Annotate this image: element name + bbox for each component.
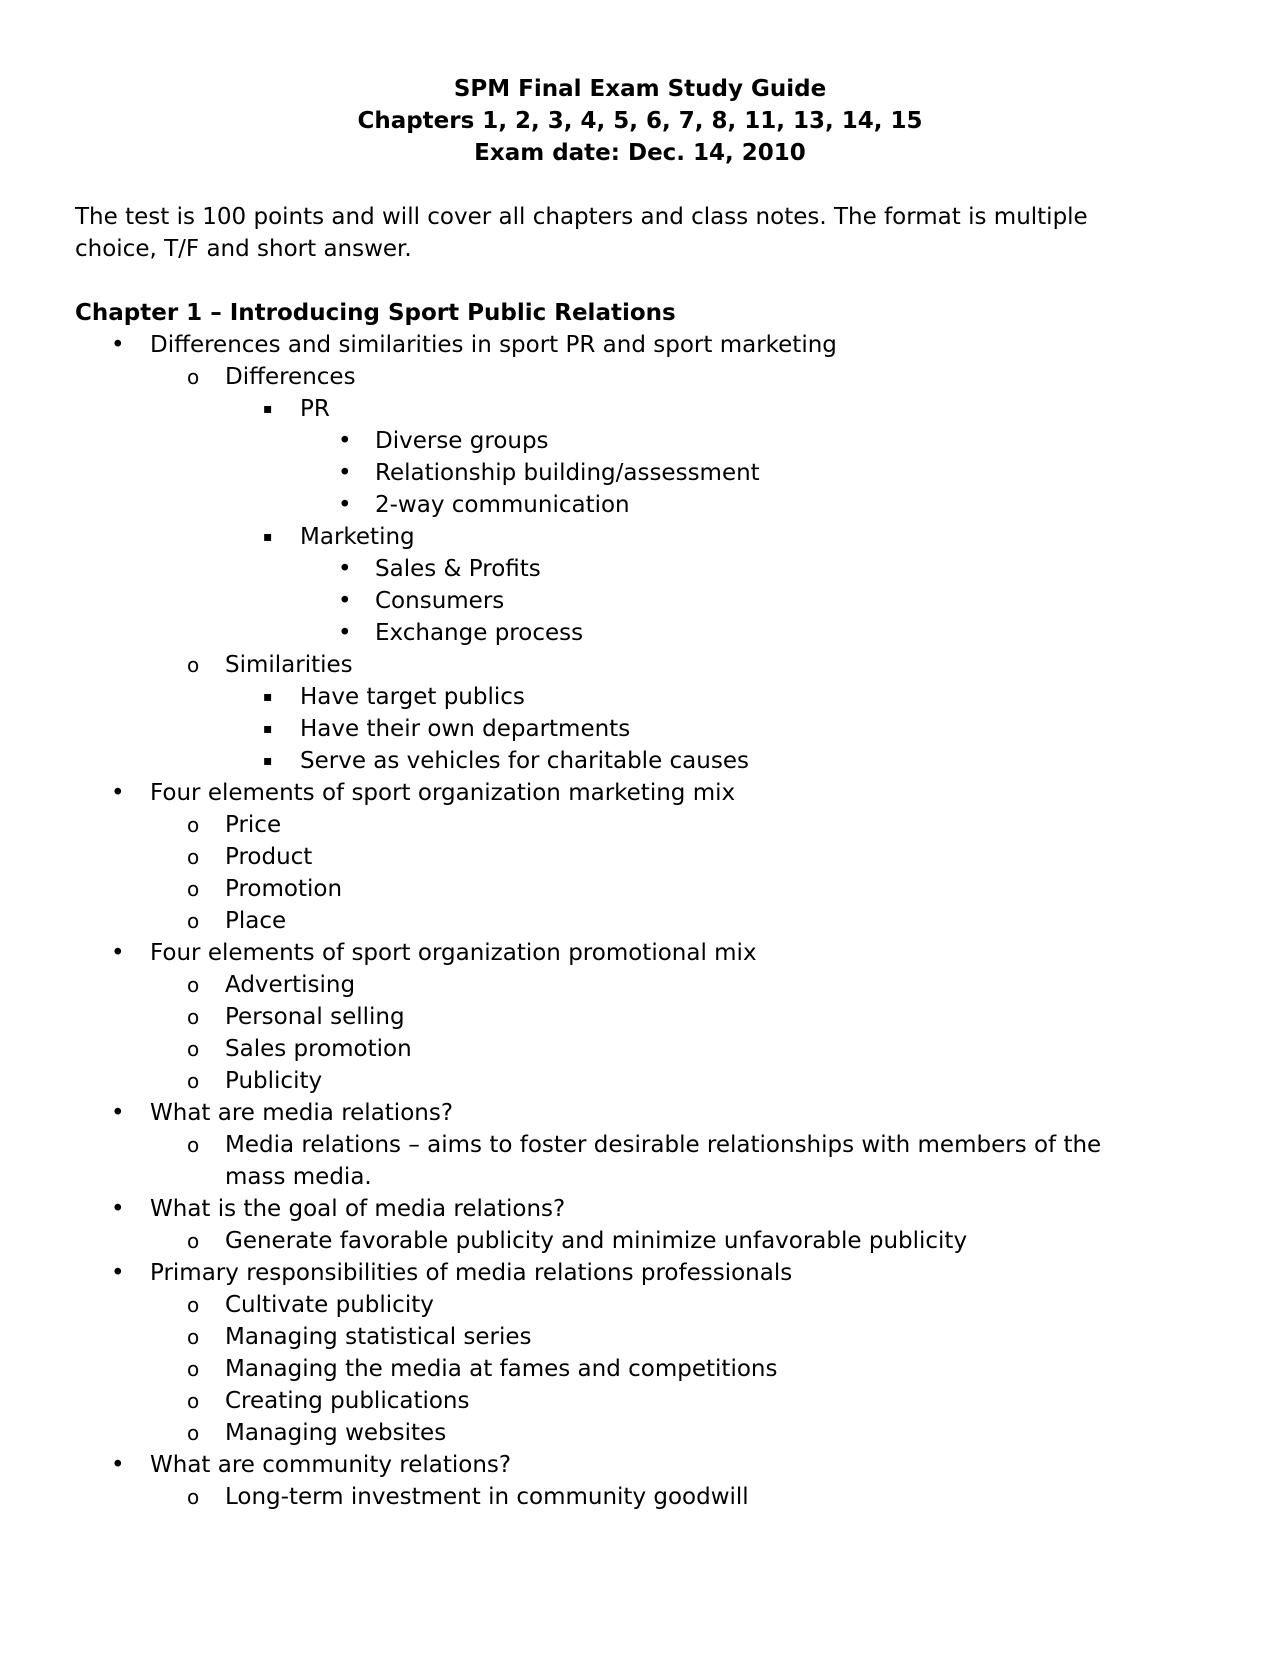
list-item (0, 1449, 1280, 1481)
circle-marker: o (187, 653, 200, 677)
list-item (0, 1417, 1280, 1449)
list-item-text: Have their own departments (300, 716, 631, 742)
list-item (0, 393, 1280, 425)
list-item-text: Relationship building/assessment (375, 460, 760, 486)
bullet-marker: • (338, 460, 352, 486)
list-item (0, 713, 1280, 745)
list-item-text: Managing statistical series (225, 1324, 532, 1350)
list-item (0, 1321, 1280, 1353)
list-item-text: Advertising (225, 972, 356, 998)
circle-marker: o (187, 813, 200, 837)
bullet-marker: • (111, 1100, 125, 1126)
list-item-text: What are community relations? (150, 1452, 512, 1478)
bullet-marker: • (338, 428, 352, 454)
list-item-text: Consumers (375, 588, 505, 614)
bullet-marker: • (338, 620, 352, 646)
list-item (0, 649, 1280, 681)
bullet-marker: • (111, 1260, 125, 1286)
list-item (0, 969, 1280, 1001)
list-item-text: Price (225, 812, 282, 838)
list-item-text: Long-term investment in community goodwill (225, 1484, 749, 1510)
list-item-text: Primary responsibilities of media relations professionals (150, 1260, 793, 1286)
circle-marker: o (187, 1389, 200, 1413)
list-item-text: Creating publications (225, 1388, 470, 1414)
list-item-text: Differences and similarities in sport PR and sport marketing (150, 332, 837, 358)
list-item-text: Place (225, 908, 287, 934)
list-item (0, 809, 1280, 841)
chapter-1-outline (0, 329, 1280, 1513)
circle-marker: o (187, 1133, 200, 1157)
list-item (0, 1257, 1280, 1289)
bullet-marker: • (338, 588, 352, 614)
list-item (0, 1193, 1280, 1225)
list-item (0, 873, 1280, 905)
circle-marker: o (187, 973, 200, 997)
list-item-text: Promotion (225, 876, 343, 902)
list-item-text: Personal selling (225, 1004, 405, 1030)
bullet-marker: • (111, 940, 125, 966)
list-item (0, 681, 1280, 713)
square-marker: ▪ (263, 529, 273, 545)
circle-marker: o (187, 1229, 200, 1253)
list-item-text: Diverse groups (375, 428, 549, 454)
circle-marker: o (187, 1005, 200, 1029)
circle-marker: o (187, 877, 200, 901)
list-item-text: What are media relations? (150, 1100, 454, 1126)
intro-paragraph: The test is 100 points and will cover all chapters and class notes. The format is multiple choice, T/F and short answer. (75, 204, 1088, 262)
list-item (0, 905, 1280, 937)
circle-marker: o (187, 1421, 200, 1445)
chapter-1-heading: Chapter 1 – Introducing Sport Public Relations (75, 300, 676, 326)
list-item (0, 1481, 1280, 1513)
list-item-text: Generate favorable publicity and minimize unfavorable publicity (225, 1228, 968, 1254)
list-item (0, 1385, 1280, 1417)
bullet-marker: • (111, 780, 125, 806)
circle-marker: o (187, 845, 200, 869)
exam-date: Exam date: Dec. 14, 2010 (474, 140, 806, 166)
square-marker: ▪ (263, 721, 273, 737)
document-title: SPM Final Exam Study Guide (453, 76, 827, 102)
list-item (0, 1097, 1280, 1129)
list-item-text: PR (300, 396, 330, 422)
list-item (0, 521, 1280, 553)
list-item (0, 745, 1280, 777)
square-marker: ▪ (263, 753, 273, 769)
list-item-text: Sales promotion (225, 1036, 412, 1062)
list-item-text: Four elements of sport organization promotional mix (150, 940, 757, 966)
list-item (0, 425, 1280, 457)
chapters-line: Chapters 1, 2, 3, 4, 5, 6, 7, 8, 11, 13, 14, 15 (357, 108, 923, 134)
circle-marker: o (187, 909, 200, 933)
list-item-text: Exchange process (375, 620, 584, 646)
list-item (0, 329, 1280, 361)
list-item (0, 1129, 1280, 1193)
list-item-text: Product (225, 844, 313, 870)
circle-marker: o (187, 1485, 200, 1509)
circle-marker: o (187, 1293, 200, 1317)
circle-marker: o (187, 1325, 200, 1349)
bullet-marker: • (111, 1196, 125, 1222)
list-item (0, 1033, 1280, 1065)
list-item (0, 937, 1280, 969)
list-item (0, 553, 1280, 585)
list-item-text: Marketing (300, 524, 415, 550)
circle-marker: o (187, 365, 200, 389)
list-item-text: Publicity (225, 1068, 323, 1094)
bullet-marker: • (111, 1452, 125, 1478)
circle-marker: o (187, 1069, 200, 1093)
list-item-text: Managing websites (225, 1420, 447, 1446)
list-item-text: Similarities (225, 652, 353, 678)
document-header (0, 73, 1280, 169)
square-marker: ▪ (263, 401, 273, 417)
list-item-text: Media relations – aims to foster desirable relationships with members of the mass media. (225, 1132, 1102, 1190)
list-item-text: Serve as vehicles for charitable causes (300, 748, 749, 774)
list-item-text: Differences (225, 364, 356, 390)
list-item (0, 585, 1280, 617)
list-item (0, 361, 1280, 393)
bullet-marker: • (338, 556, 352, 582)
list-item-text: Cultivate publicity (225, 1292, 434, 1318)
list-item (0, 1353, 1280, 1385)
square-marker: ▪ (263, 689, 273, 705)
list-item-text: 2-way communication (375, 492, 630, 518)
circle-marker: o (187, 1037, 200, 1061)
list-item-text: Sales & Profits (375, 556, 541, 582)
bullet-marker: • (111, 332, 125, 358)
list-item (0, 1289, 1280, 1321)
circle-marker: o (187, 1357, 200, 1381)
list-item (0, 489, 1280, 521)
list-item (0, 457, 1280, 489)
list-item-text: What is the goal of media relations? (150, 1196, 566, 1222)
list-item (0, 841, 1280, 873)
list-item (0, 1065, 1280, 1097)
list-item (0, 777, 1280, 809)
list-item (0, 617, 1280, 649)
list-item-text: Have target publics (300, 684, 525, 710)
list-item (0, 1225, 1280, 1257)
list-item-text: Managing the media at fames and competitions (225, 1356, 778, 1382)
list-item-text: Four elements of sport organization marketing mix (150, 780, 736, 806)
list-item (0, 1001, 1280, 1033)
bullet-marker: • (338, 492, 352, 518)
